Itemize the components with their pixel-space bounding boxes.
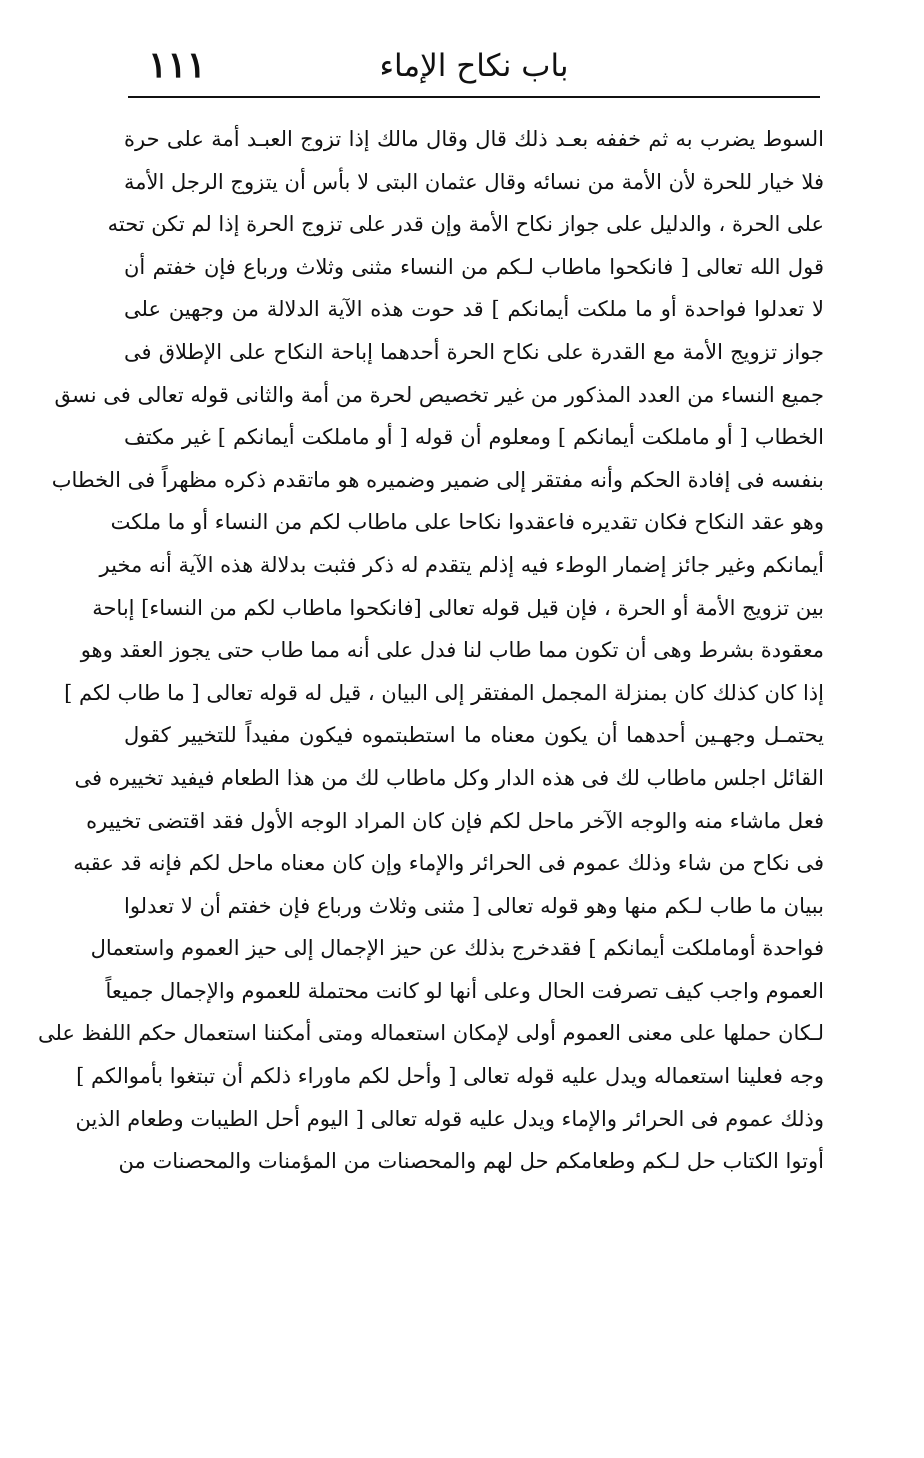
text-line: العموم واجب كيف تصرفت الحال وعلى أنها لو كانت محتملة للعموم والإجمال جميعاً [105, 978, 824, 1003]
text-line: بنفسه فى إفادة الحكم وأنه مفتقر إلى ضمير وضميره هو ماتقدم ذكره مظهراً فى الخطاب [51, 467, 824, 492]
text-line: أوتوا الكتاب حل لـكم وطعامكم حل لهم والمحصنات من المؤمنات والمحصنات من [118, 1149, 824, 1174]
text-line: القائل اجلس ماطاب لك فى هذه الدار وكل ماطاب لك من هذا الطعام فيفيد تخييره فى [74, 765, 824, 790]
text-line: لـكان حملها على معنى العموم أولى لإمكان استعماله ومتى أمكننا استعمال حكم اللفظ على [37, 1021, 824, 1046]
text-line: فى نكاح من شاء وذلك عموم فى الحرائر والإماء وإن كان معناه ماحل لكم فإنه قد عقبه [73, 851, 824, 876]
text-line: وجه فعلينا استعماله ويدل عليه قوله تعالى [ وأحل لكم ماوراء ذلكم أن تبتغوا بأموالكم ] [76, 1064, 824, 1089]
text-line: فواحدة أوماملكت أيمانكم ] فقدخرج بذلك عن حيز الإجمال إلى حيز العموم واستعمال [90, 936, 824, 961]
body-text [37, 118, 824, 1183]
page-header [128, 42, 820, 94]
text-line: إذا كان كذلك كان بمنزلة المجمل المفتقر إلى البيان ، قيل له قوله تعالى [ ما طاب لكم ] [64, 680, 824, 705]
text-line: فعل ماشاء منه والوجه الآخر ماحل لكم فإن كان المراد الوجه الأول فقد اقتضى تخييره [86, 808, 824, 833]
text-line: وذلك عموم فى الحرائر والإماء ويدل عليه قوله تعالى [ اليوم أحل الطيبات وطعام الذين [75, 1106, 824, 1131]
text-line: ببيان ما طاب لـكم منها وهو قوله تعالى [ مثنى وثلاث ورباع فإن خفتم أن لا تعدلوا [124, 893, 824, 918]
header-divider [128, 96, 820, 98]
chapter-title: باب نكاح الإماء [379, 48, 569, 84]
text-line: على الحرة ، والدليل على جواز نكاح الأمة وإن قدر على تزوج الحرة إذا لم تكن تحته [107, 212, 824, 237]
text-line: وهو عقد النكاح فكان تقديره فاعقدوا نكاحا على ماطاب لكم من النساء أو ما ملكت [110, 510, 824, 535]
text-line: قول الله تعالى [ فانكحوا ماطاب لـكم من النساء مثنى وثلاث ورباع فإن خفتم أن [124, 254, 824, 279]
text-line: يحتمـل وجهـين أحدهما أن يكون معناه ما استطبتموه فيكون مفيداً للتخيير كقول [124, 723, 824, 748]
text-line: معقودة بشرط وهى أن تكون مما طاب لنا فدل على أنه مما طاب حتى يجوز العقد وهو [80, 638, 824, 663]
text-line: جواز تزويج الأمة مع القدرة على نكاح الحرة أحدهما إباحة النكاح على الإطلاق فى [124, 339, 824, 364]
text-line: لا تعدلوا فواحدة أو ما ملكت أيمانكم ] قد حوت هذه الآية الدلالة من وجهين على [124, 297, 824, 322]
text-line: فلا خيار للحرة لأن الأمة من نسائه وقال عثمان البتى لا بأس أن يتزوج الرجل الأمة [124, 169, 824, 194]
text-line: جميع النساء من العدد المذكور من غير تخصيص لحرة من أمة والثانى قوله تعالى فى نسق [54, 382, 824, 407]
text-line: السوط يضرب به ثم خففه بعـد ذلك قال وقال مالك إذا تزوج العبـد أمة على حرة [124, 127, 824, 151]
page-number: ١١١ [148, 44, 207, 86]
text-line: الخطاب [ أو ماملكت أيمانكم ] ومعلوم أن قوله [ أو ماملكت أيمانكم ] غير مكتف [124, 425, 824, 450]
text-line: أيمانكم وغير جائز إضمار الوطء فيه إذلم يتقدم له ذكر فثبت بدلالة هذه الآية أنه مخير [99, 552, 824, 577]
text-line: بين تزويج الأمة أو الحرة ، فإن قيل قوله تعالى [فانكحوا ماطاب لكم من النساء] إباحة [92, 595, 824, 620]
